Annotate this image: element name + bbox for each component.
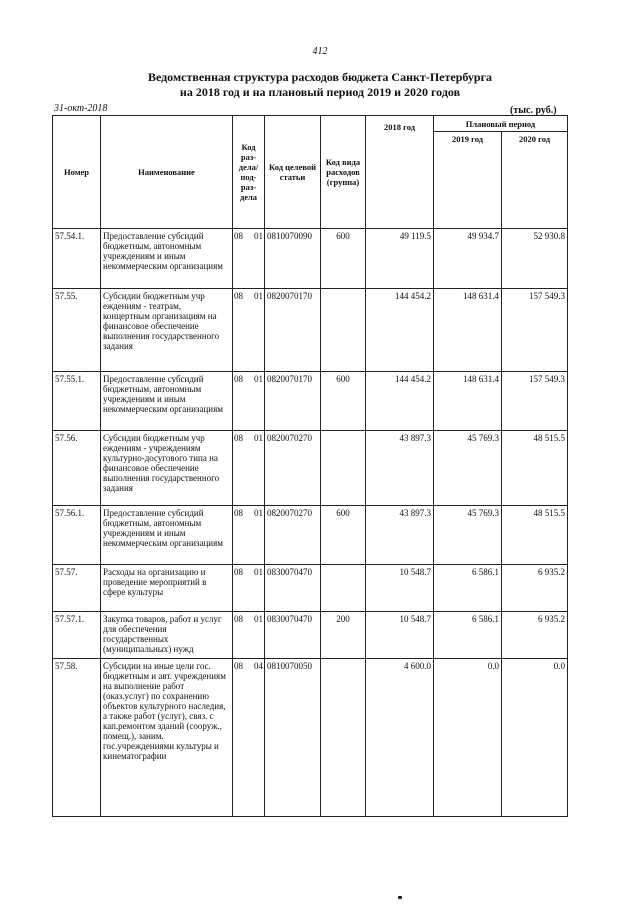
header-kind: Код вида расходов (группа)	[321, 116, 366, 229]
row-2020: 52 930.8	[502, 229, 568, 289]
row-target: 0820070270	[265, 431, 321, 506]
document-title	[0, 70, 640, 100]
header-planned: Плановый период	[434, 116, 568, 132]
subsection-code: 01	[254, 433, 263, 443]
row-number: 57.55.1.	[53, 372, 101, 431]
row-number: 57.54.1.	[53, 229, 101, 289]
row-2019: 0.0	[434, 659, 502, 817]
header-number: Номер	[53, 116, 101, 229]
title-line-2: на 2018 год и на плановый период 2019 и 2020 годов	[179, 85, 461, 99]
row-kind: 600	[321, 372, 366, 431]
row-target: 0820070170	[265, 372, 321, 431]
row-number: 57.57.	[53, 565, 101, 612]
row-name: Предоставление субсидий бюджетным, автономным учреждениям и иным некоммерческим организациям	[101, 372, 233, 431]
row-number: 57.57.1.	[53, 612, 101, 659]
title-line-1: Ведомственная структура расходов бюджета Санкт-Петербурга	[147, 70, 493, 84]
row-2020: 157 549.3	[502, 372, 568, 431]
row-name: Субсидии на иные цели гос. бюджетным и авт. учреждениям на выполнение работ (оказ.услуг) по сохранению объектов культурного наследия, а также работ (услуг), связ. с кап.ремонтом зданий (сооруж., помещ.), заним. гос.учреждениями культуры и кинематографии	[101, 659, 233, 817]
row-kind: 200	[321, 612, 366, 659]
section-codes	[234, 433, 263, 443]
row-kind: 600	[321, 229, 366, 289]
section-code: 08	[234, 374, 243, 384]
section-codes	[234, 508, 263, 518]
row-target: 0830070470	[265, 565, 321, 612]
row-2019: 45 769.3	[434, 431, 502, 506]
row-section	[233, 229, 265, 289]
subsection-code: 01	[254, 567, 263, 577]
row-2018: 144 454.2	[366, 289, 434, 372]
row-name: Предоставление субсидий бюджетным, автономным учреждениям и иным некоммерческим организациям	[101, 506, 233, 565]
section-code: 08	[234, 614, 243, 624]
header-section: Код раз- дела/ под- раз- дела	[233, 116, 265, 229]
row-name: Предоставление субсидий бюджетным, автономным учреждениям и иным некоммерческим организациям	[101, 229, 233, 289]
row-2020: 48 515.5	[502, 506, 568, 565]
header-target: Код целевой статьи	[265, 116, 321, 229]
section-code: 08	[234, 291, 243, 301]
row-name: Закупка товаров, работ и услуг для обеспечения государственных (муниципальных) нужд	[101, 612, 233, 659]
row-section	[233, 506, 265, 565]
section-code: 08	[234, 508, 243, 518]
row-number: 57.56.1.	[53, 506, 101, 565]
row-2020: 48 515.5	[502, 431, 568, 506]
units-label: (тыс. руб.)	[510, 105, 557, 116]
row-2019: 148 631.4	[434, 372, 502, 431]
subsection-code: 01	[254, 374, 263, 384]
header-2020: 2020 год	[502, 132, 568, 229]
row-number: 57.55.	[53, 289, 101, 372]
section-codes	[234, 374, 263, 384]
row-2019: 6 586.1	[434, 565, 502, 612]
subsection-code: 01	[254, 231, 263, 241]
row-target: 0820070170	[265, 289, 321, 372]
row-2019: 6 586.1	[434, 612, 502, 659]
subsection-code: 04	[254, 661, 263, 671]
row-2018: 43 897.3	[366, 431, 434, 506]
row-2020: 157 549.3	[502, 289, 568, 372]
row-2019: 45 769.3	[434, 506, 502, 565]
table-row	[53, 372, 568, 431]
row-section	[233, 659, 265, 817]
row-number: 57.58.	[53, 659, 101, 817]
row-2020: 6 935.2	[502, 612, 568, 659]
row-kind	[321, 659, 366, 817]
row-2020: 6 935.2	[502, 565, 568, 612]
section-codes	[234, 567, 263, 577]
row-2018: 43 897.3	[366, 506, 434, 565]
page-number: 412	[312, 46, 328, 57]
subsection-code: 01	[254, 614, 263, 624]
table-row	[53, 506, 568, 565]
row-section	[233, 372, 265, 431]
row-name: Субсидии бюджетным учр еждениям - театрам, концертным организациям на финансовое обеспечение выполнения государственного задания	[101, 289, 233, 372]
subsection-code: 01	[254, 291, 263, 301]
document-date: 31-окт-2018	[54, 103, 108, 114]
subsection-code: 01	[254, 508, 263, 518]
table-row	[53, 565, 568, 612]
row-2018: 10 548.7	[366, 612, 434, 659]
section-code: 08	[234, 661, 243, 671]
row-section	[233, 612, 265, 659]
row-2020: 0.0	[502, 659, 568, 817]
row-2019: 49 934.7	[434, 229, 502, 289]
row-number: 57.56.	[53, 431, 101, 506]
scan-mark	[398, 896, 402, 899]
row-2018: 144 454.2	[366, 372, 434, 431]
section-code: 08	[234, 567, 243, 577]
section-codes	[234, 291, 263, 301]
row-kind: 600	[321, 506, 366, 565]
row-2018: 4 600.0	[366, 659, 434, 817]
row-target: 0820070270	[265, 506, 321, 565]
row-name: Субсидии бюджетным учр еждениям - учреждениям культурно-досугового типа на финансовое обеспечение выполнения государственного задания	[101, 431, 233, 506]
row-kind	[321, 431, 366, 506]
row-section	[233, 431, 265, 506]
row-name: Расходы на организацию и проведение мероприятий в сфере культуры	[101, 565, 233, 612]
row-section	[233, 565, 265, 612]
section-code: 08	[234, 433, 243, 443]
section-codes	[234, 231, 263, 241]
header-2019: 2019 год	[434, 132, 502, 229]
header-name: Наименование	[101, 116, 233, 229]
table-row	[53, 289, 568, 372]
row-target: 0810070090	[265, 229, 321, 289]
row-kind	[321, 565, 366, 612]
row-2018: 10 548.7	[366, 565, 434, 612]
table-row	[53, 431, 568, 506]
row-2018: 49 119.5	[366, 229, 434, 289]
row-target: 0810070050	[265, 659, 321, 817]
row-section	[233, 289, 265, 372]
section-codes	[234, 661, 263, 671]
table-row	[53, 659, 568, 817]
row-2019: 148 631.4	[434, 289, 502, 372]
table-row	[53, 612, 568, 659]
section-code: 08	[234, 231, 243, 241]
row-target: 0830070470	[265, 612, 321, 659]
budget-table	[52, 115, 568, 817]
header-2018: 2018 год	[366, 116, 434, 229]
table-row	[53, 229, 568, 289]
section-codes	[234, 614, 263, 624]
row-kind	[321, 289, 366, 372]
